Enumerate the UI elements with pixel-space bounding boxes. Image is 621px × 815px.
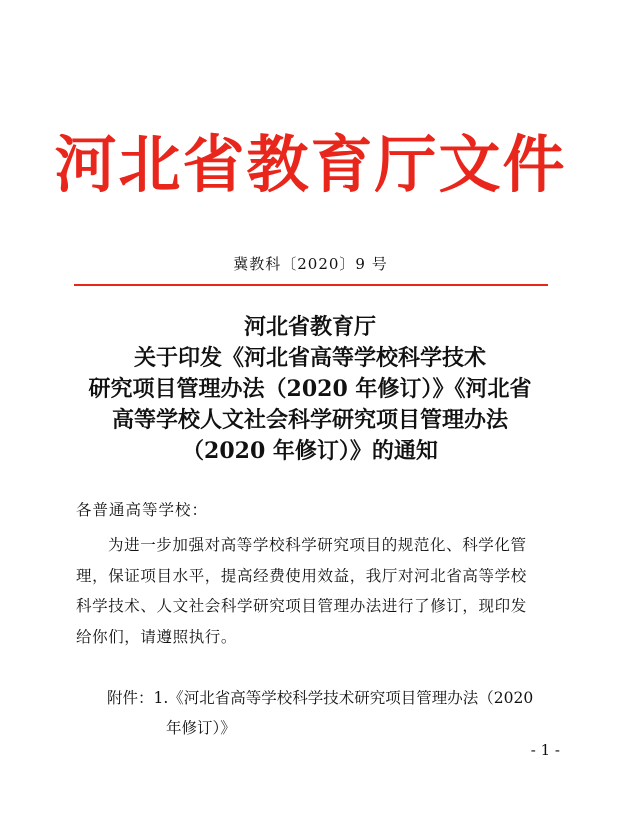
title-line-3: 研究项目管理办法（2020 年修订）》《河北省 [88,376,532,402]
document-number: 冀教科〔2020〕9 号 [233,255,388,273]
body-line-1: 为进一步加强对高等学校科学研究项目的规范化、科学化管 [108,536,527,554]
title-line-4: 高等学校人文社会科学研究项目管理办法 [111,407,508,433]
title-line-5: （2020 年修订）》的通知 [182,438,438,464]
body-line-3: 科学技术、人文社会科学研究项目管理办法进行了修订，现印发 [76,597,527,615]
salutation: 各普通高等学校： [76,501,209,519]
body-line-2: 理，保证项目水平，提高经费使用效益，我厅对河北省高等学校 [76,566,527,585]
document-masthead: 河北省教育厅文件 [54,128,567,201]
body-paragraph [76,530,546,652]
page-number: - 1 - [530,741,560,759]
attachment-line-2: 年修订）》 [166,719,236,737]
attachment-list [107,683,557,743]
attachment-line-1: 附件：1.《河北省高等学校科学技术研究项目管理办法（2020 [107,689,534,707]
red-divider-line [74,284,548,286]
notice-title [60,312,560,467]
body-line-4: 给你们，请遵照执行。 [76,627,238,646]
title-line-2: 关于印发《河北省高等学校科学技术 [133,345,486,371]
title-line-1: 河北省教育厅 [243,314,376,340]
